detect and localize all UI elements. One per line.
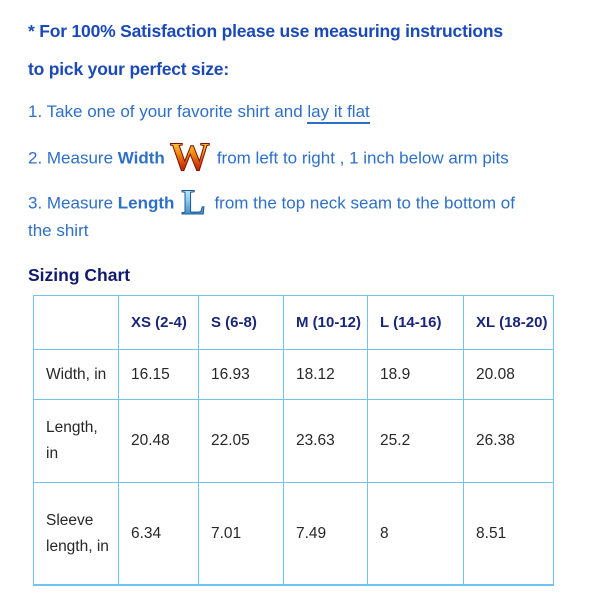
column-header-xs: XS (2-4) (119, 296, 199, 350)
row-label-sleeve-length: Sleeve length, in (34, 483, 119, 585)
step3-suffix-line1: from the top neck seam to the bottom of (214, 193, 515, 213)
value-cell: 18.9 (368, 350, 464, 400)
column-header-blank (34, 296, 119, 350)
measuring-step-3 (28, 182, 578, 242)
column-header-xl: XL (18-20) (464, 296, 554, 350)
value-cell: 23.63 (284, 400, 368, 483)
value-cell: 20.08 (464, 350, 554, 400)
column-header-l: L (14-16) (368, 296, 464, 350)
table-row-width (34, 350, 554, 400)
row-label-width: Width, in (34, 350, 119, 400)
sizing-chart-title: Sizing Chart (28, 265, 131, 286)
value-cell: 26.38 (464, 400, 554, 483)
sizing-chart-table (33, 295, 554, 586)
step2-suffix: from left to right , 1 inch below arm pits (216, 148, 509, 168)
value-cell: 7.49 (284, 483, 368, 585)
satisfaction-note-line1: * For 100% Satisfaction please use measuring instructions (28, 21, 503, 41)
row-label-length: Length, in (34, 400, 119, 483)
step2-text: 2. Measure (28, 148, 118, 168)
step3-length-word: Length (117, 193, 175, 213)
value-cell: 18.12 (284, 350, 368, 400)
value-cell: 25.2 (368, 400, 464, 483)
table-row-length (34, 400, 554, 483)
table-header-row (34, 296, 554, 350)
width-letter-icon: W (169, 134, 210, 179)
value-cell: 22.05 (199, 400, 284, 483)
table-row-sleeve-length (34, 483, 554, 585)
length-letter-icon: L (181, 182, 206, 222)
value-cell: 16.15 (119, 350, 199, 400)
value-cell: 7.01 (199, 483, 284, 585)
value-cell: 8 (368, 483, 464, 585)
value-cell: 8.51 (464, 483, 554, 585)
measuring-step-1 (28, 101, 578, 123)
step3-suffix-line2: the shirt (28, 221, 89, 241)
step1-lay-it-flat-text: lay it flat (307, 102, 369, 124)
step1-text: 1. Take one of your favorite shirt and (28, 102, 308, 121)
column-header-m: M (10-12) (284, 296, 368, 350)
column-header-s: S (6-8) (199, 296, 284, 350)
value-cell: 16.93 (199, 350, 284, 400)
step2-width-word: Width (117, 148, 165, 168)
step3-text: 3. Measure (28, 193, 118, 213)
satisfaction-note-line2: to pick your perfect size: (28, 59, 229, 79)
value-cell: 6.34 (119, 483, 199, 585)
value-cell: 20.48 (119, 400, 199, 483)
satisfaction-note (28, 12, 578, 88)
measuring-step-2 (28, 134, 578, 179)
